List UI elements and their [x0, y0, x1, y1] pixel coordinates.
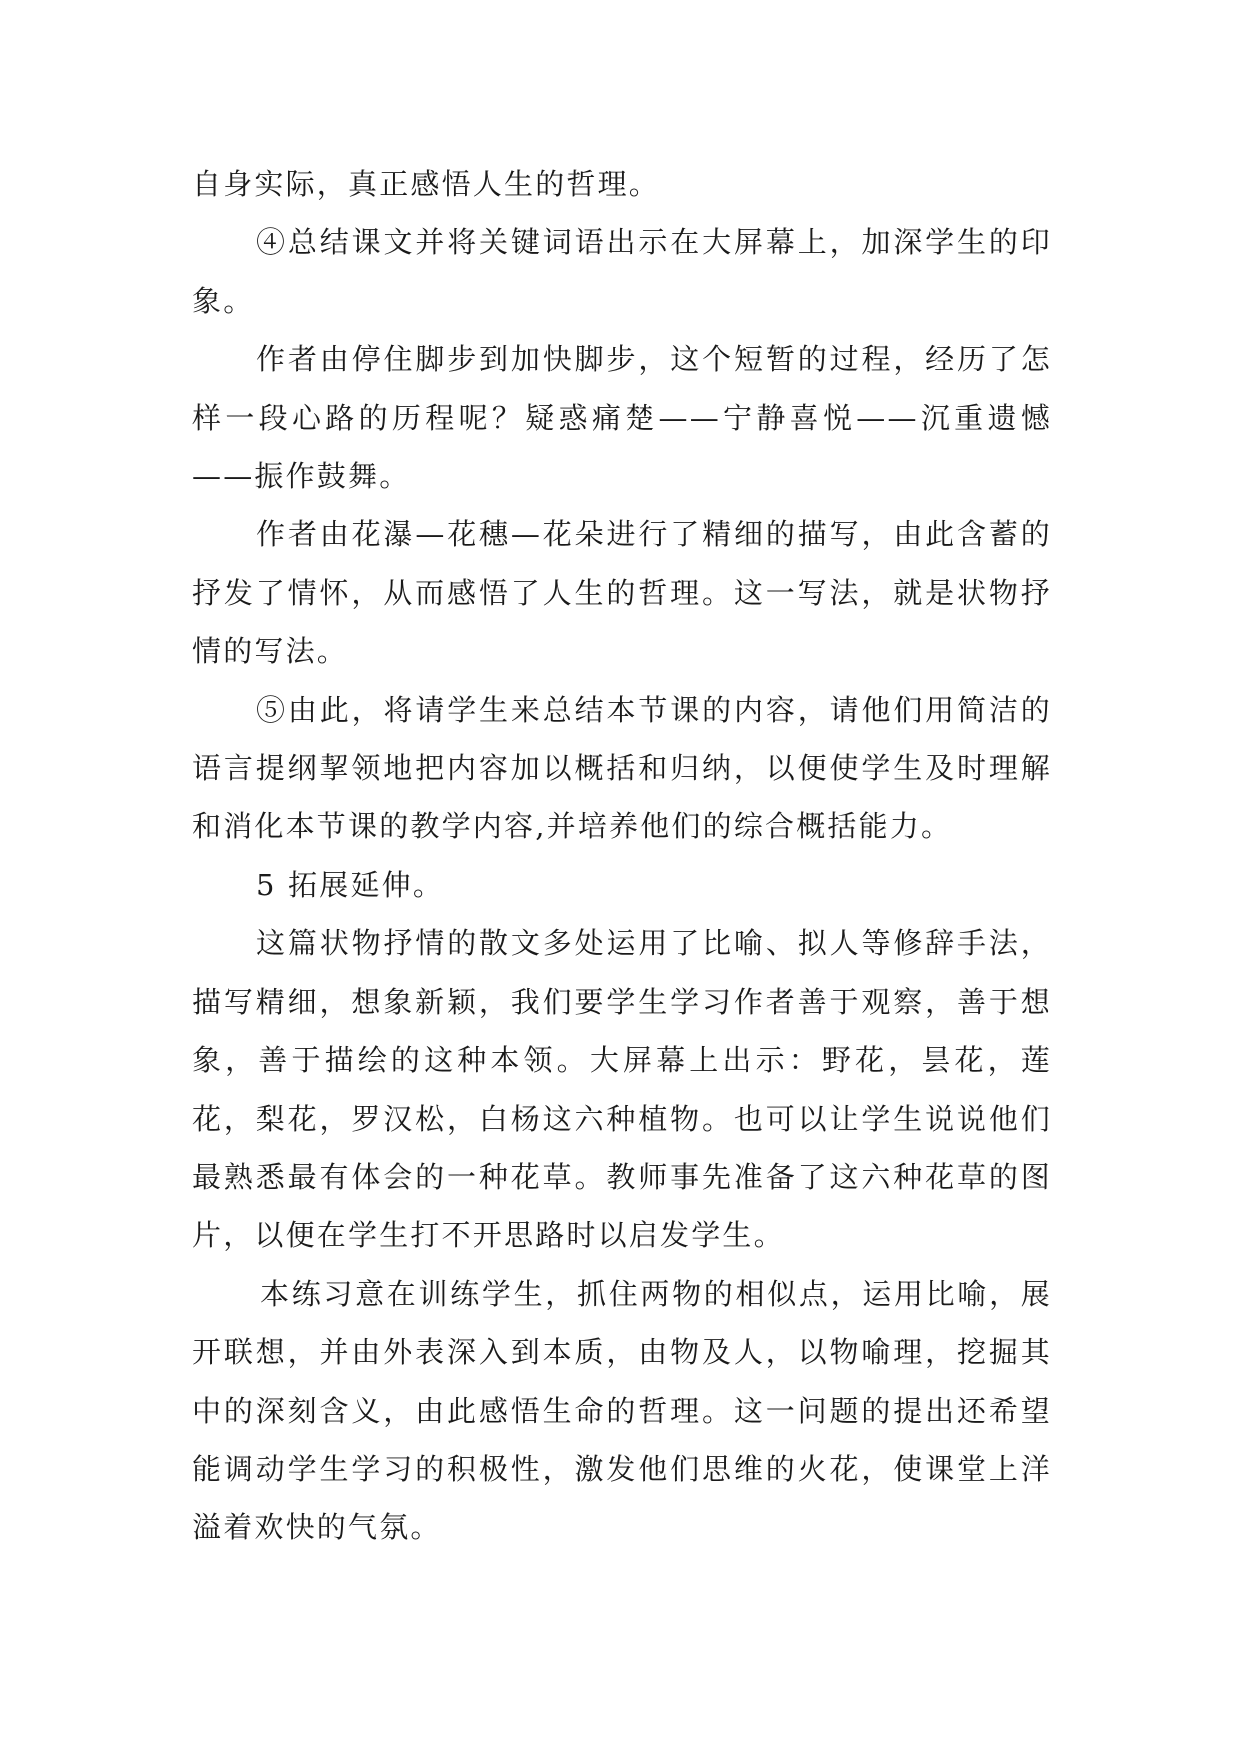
paragraph-continuation: 自身实际，真正感悟人生的哲理。 — [192, 167, 661, 201]
paragraph-summary-keywords: ④总结课文并将关键词语出示在大屏幕上，加深学生的印象。 — [192, 225, 1052, 318]
paragraph-writing-method: 作者由花瀑—花穗—花朵进行了精细的描写，由此含蓄的抒发了情怀，从而感悟了人生的哲理。这一写法，就是状物抒情的写法。 — [192, 517, 1052, 669]
paragraph-extension-activity: 这篇状物抒情的散文多处运用了比喻、拟人等修辞手法，描写精细，想象新颖，我们要学生学习作者善于观察，善于想象，善于描绘的这种本领。大屏幕上出示：野花，昙花，莲花，梨花，罗汉松，白杨这六种植物。也可以让学生说说他们最熟悉最有体会的一种花草。教师事先准备了这六种花草的图片，以便在学生打不开思路时以启发学生。 — [192, 926, 1052, 1253]
paragraph-exercise-purpose: 本练习意在训练学生，抓住两物的相似点，运用比喻，展开联想，并由外表深入到本质，由物及人，以物喻理，挖掘其中的深刻含义，由此感悟生命的哲理。这一问题的提出还希望能调动学生学习的积极性，激发他们思维的火花，使课堂上洋溢着欢快的气氛。 — [192, 1276, 1052, 1545]
section-heading-extension: 5 拓展延伸。 — [256, 867, 445, 902]
paragraph-student-summary: ⑤由此，将请学生来总结本节课的内容，请他们用简洁的语言提纲挈领地把内容加以概括和归纳，以便使学生及时理解和消化本节课的教学内容,并培养他们的综合概括能力。 — [192, 692, 1052, 844]
paragraph-emotional-journey: 作者由停住脚步到加快脚步，这个短暂的过程，经历了怎样一段心路的历程呢？疑惑痛楚——宁静喜悦——沉重遗憾——振作鼓舞。 — [192, 342, 1052, 494]
document-body — [192, 155, 1052, 1557]
